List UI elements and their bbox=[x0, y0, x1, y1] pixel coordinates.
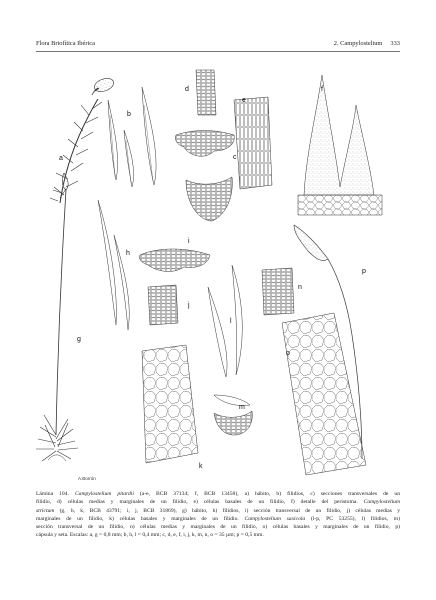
figure-o-basal-cells bbox=[282, 313, 366, 475]
header-section-title: 2. Campylostelium bbox=[333, 40, 383, 47]
caption-line bbox=[36, 523, 400, 531]
panel-label-n: n bbox=[298, 284, 302, 291]
header-section bbox=[334, 40, 400, 47]
figure-c-cross-sections bbox=[175, 131, 234, 222]
panel-label-b: b bbox=[127, 111, 131, 118]
figure-m-cross-section bbox=[214, 411, 252, 435]
panel-label-d: d bbox=[185, 86, 189, 93]
panel-label-l: l bbox=[230, 318, 232, 325]
figure-i-cross-section bbox=[139, 249, 210, 271]
page-number: 333 bbox=[390, 40, 400, 47]
figure-g-habit bbox=[36, 173, 78, 461]
botanical-plate bbox=[36, 55, 400, 485]
caption-text: Lámina 104. bbox=[36, 491, 75, 497]
panel-label-g: g bbox=[77, 336, 81, 343]
caption-text: (l-p, PC 53255), l) filidios, m) bbox=[305, 515, 400, 522]
panel-label-f: f bbox=[321, 86, 323, 93]
caption-text: cápsula y seta. Escalas: a, g = 0,8 mm; b, h, l = 0,4 mm; c, d, e, f, i, j, k, m, n, o = 35 µm; p = 0,5 mm. bbox=[36, 532, 264, 539]
panel-label-j: j bbox=[188, 302, 190, 309]
panel-label-p: p bbox=[362, 268, 366, 275]
figure-k-basal-cells bbox=[142, 345, 198, 463]
panel-label-i: i bbox=[188, 238, 190, 245]
panel-label-k: k bbox=[199, 463, 203, 470]
caption-text: (g, h, k, BCB 43791; i, j, BCB 31869), g) hábito, h) filidios, i) sección transversal de un filidio, j) células medias y bbox=[54, 507, 400, 514]
caption-text: (a-e, BCB 37134; f, BCB 13458), a) hábito, b) filidios, c) secciones transversales de un bbox=[133, 491, 401, 497]
caption-line bbox=[36, 507, 400, 515]
caption-taxon-name: Campylostelium bbox=[363, 499, 400, 506]
figure-caption bbox=[36, 490, 400, 540]
figure-d-cells bbox=[196, 70, 216, 115]
header-book-title: Flora Briofítica Ibérica bbox=[36, 40, 95, 47]
caption-taxon-name: Campylostelium saxicola bbox=[244, 515, 306, 522]
figure-j-cells bbox=[148, 285, 178, 325]
header-rule bbox=[36, 51, 400, 52]
figure-l-leaves bbox=[208, 265, 250, 406]
figure-a-habit bbox=[50, 76, 115, 203]
caption-text: marginales de un filidio, k) células basales y marginales de un filidio. bbox=[36, 515, 245, 522]
caption-taxon-name: Campylostelium pitardii bbox=[74, 491, 134, 497]
panel-label-m: m bbox=[239, 404, 245, 411]
figure-f-peristome bbox=[298, 75, 382, 215]
caption-line bbox=[36, 490, 400, 498]
panel-label-o: o bbox=[286, 350, 290, 357]
panel-label-e: e bbox=[242, 97, 246, 104]
panel-label-a: a bbox=[59, 155, 63, 162]
figure-h-leaves bbox=[98, 200, 129, 330]
panel-label-h: h bbox=[126, 250, 130, 257]
artist-signature: A.Borrón bbox=[78, 476, 96, 481]
caption-line bbox=[36, 498, 400, 506]
caption-text: filidio, d) células medias y marginales de un filidio, e) células basales de un filidio, f) detalle del peristoma. bbox=[36, 499, 364, 506]
figure-e-basal-cells bbox=[234, 97, 272, 189]
panel-label-c: c bbox=[233, 154, 237, 161]
caption-taxon-name: strictum bbox=[36, 507, 55, 514]
figure-b-leaves bbox=[108, 87, 156, 187]
caption-text: sección transversal de un filidio, n) células medias y marginales de un filidio, o) células basales y marginales de un filidio, p) bbox=[36, 524, 400, 531]
figure-n-cells bbox=[262, 268, 294, 315]
caption-line bbox=[36, 515, 400, 523]
caption-line bbox=[36, 531, 400, 539]
